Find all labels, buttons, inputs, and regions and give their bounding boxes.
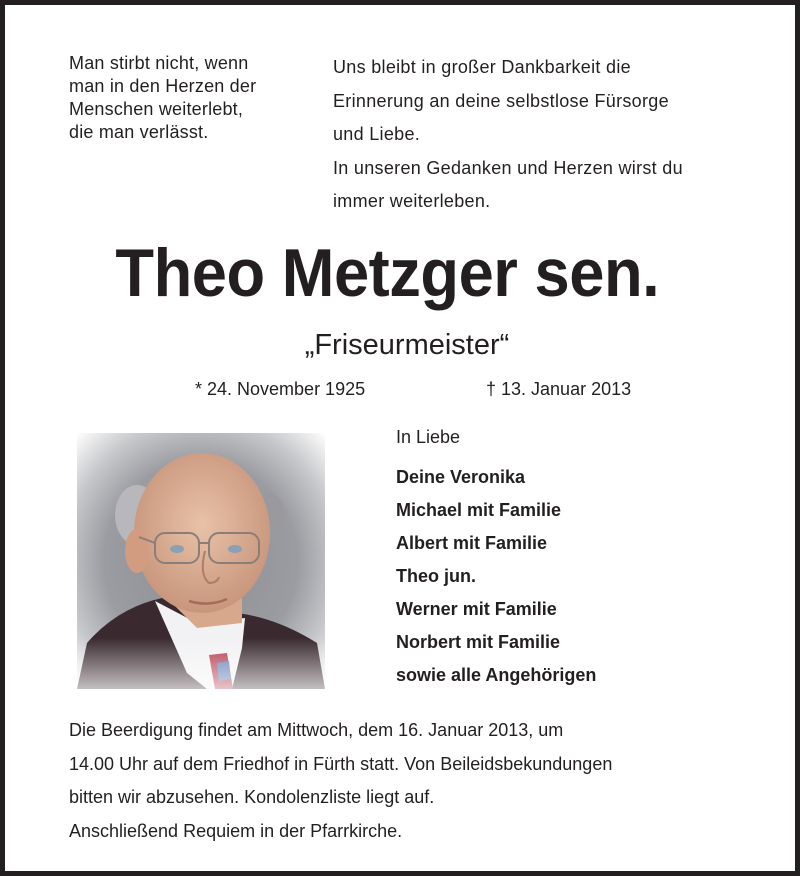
quote-right-line: immer weiterleben. (333, 191, 491, 211)
mourner: Werner mit Familie (396, 599, 557, 619)
portrait-illustration (77, 433, 325, 689)
quote-right-line: und Liebe. (333, 124, 421, 144)
funeral-line: Die Beerdigung findet am Mittwoch, dem 16. Januar 2013, um (69, 720, 564, 740)
deceased-name: Theo Metzger sen. (115, 235, 660, 311)
death-date: † 13. Januar 2013 (486, 379, 632, 399)
mourner: Theo jun. (396, 566, 476, 586)
mourners-intro: In Liebe (396, 427, 461, 447)
mourner: sowie alle Angehörigen (396, 665, 597, 685)
deceased-profession: „Friseurmeister“ (304, 329, 510, 361)
quote-left (69, 52, 309, 144)
mourner: Michael mit Familie (396, 500, 562, 520)
quote-left-line: man in den Herzen der (69, 76, 257, 96)
mourner: Deine Veronika (396, 467, 526, 487)
funeral-notice (69, 714, 769, 848)
portrait-photo (77, 433, 325, 689)
quote-left-line: Man stirbt nicht, wenn (69, 53, 249, 73)
quote-right (333, 51, 773, 219)
funeral-line: 14.00 Uhr auf dem Friedhof in Fürth statt. Von Beileidsbekundungen (69, 753, 613, 774)
funeral-line: bitten wir abzusehen. Kondolenzliste liegt auf. (69, 787, 435, 807)
quote-right-line: In unseren Gedanken und Herzen wirst du (333, 157, 683, 178)
quote-left-line: Menschen weiterlebt, (69, 99, 244, 119)
mourners-list (396, 461, 596, 692)
mourner: Norbert mit Familie (396, 632, 561, 652)
funeral-line: Anschließend Requiem in der Pfarrkirche. (69, 820, 403, 841)
quote-right-line: Uns bleibt in großer Dankbarkeit die (333, 57, 631, 77)
quote-right-line: Erinnerung an deine selbstlose Fürsorge (333, 90, 669, 111)
mourner: Albert mit Familie (396, 533, 548, 553)
birth-date: * 24. November 1925 (195, 379, 366, 399)
quote-left-line: die man verlässt. (69, 122, 209, 142)
